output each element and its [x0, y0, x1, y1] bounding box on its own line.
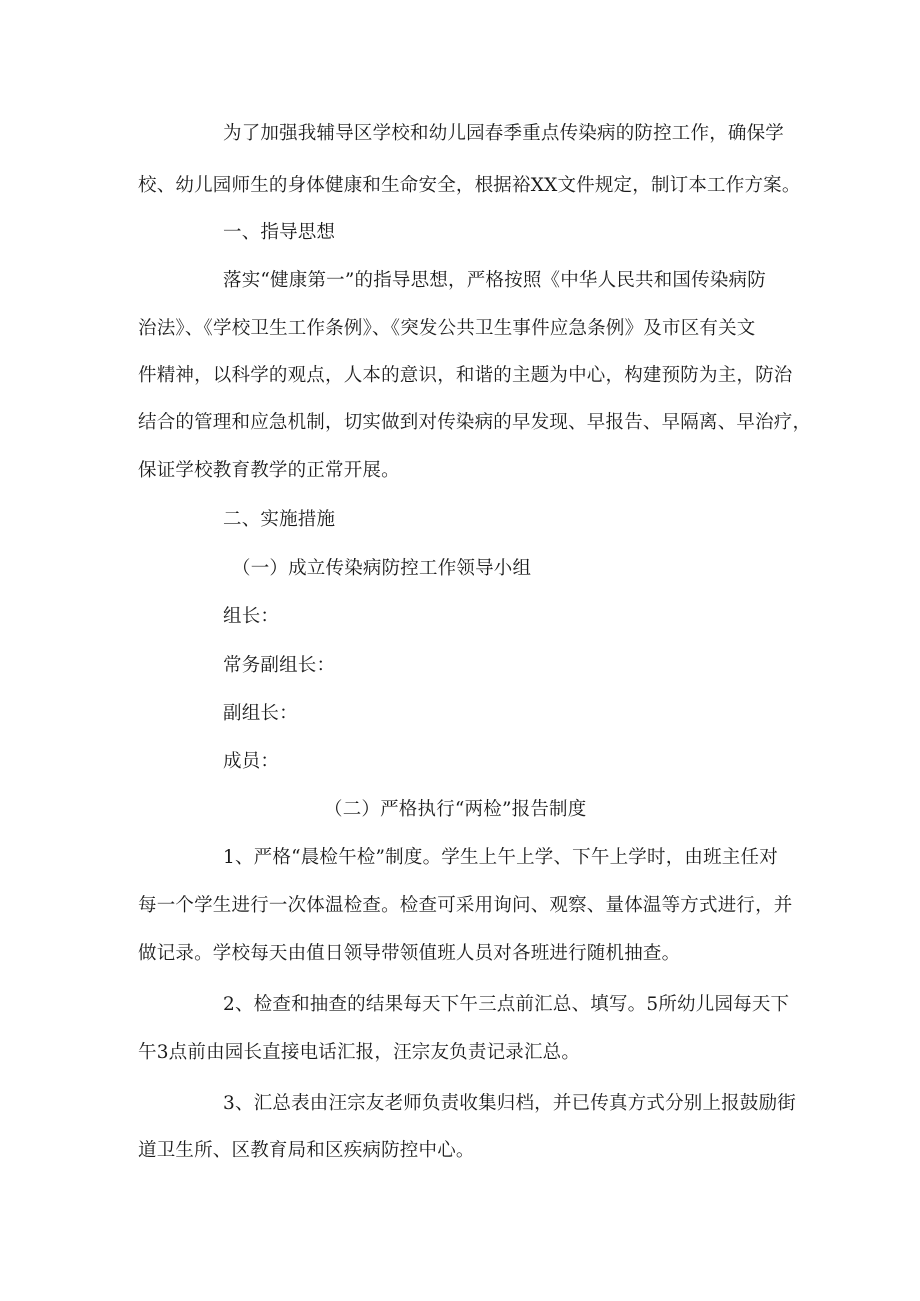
item1-line-1: 1、严格“晨检午检”制度。学生上午上学、下午上学时，由班主任对 — [223, 847, 778, 868]
subsection2-heading: （二）严格执行“两检”报告制度 — [324, 799, 587, 820]
section2-heading: 二、实施措施 — [223, 509, 336, 530]
section1-line-2: 治法》、《学校卫生工作条例》、《突发公共卫生事件应急条例》及市区有关文 — [138, 318, 756, 339]
intro-line-1: 为了加强我辅导区学校和幼儿园春季重点传染病的防控工作，确保学 — [223, 123, 785, 144]
section1-line-5: 保证学校教育教学的正常开展。 — [138, 460, 400, 481]
item3-line-2: 道卫生所、区教育局和区疾病防控中心。 — [138, 1140, 475, 1161]
subsection1-heading: （一）成立传染病防控工作领导小组 — [232, 558, 532, 579]
intro-line-2: 校、幼儿园师生的身体健康和生命安全，根据裕XX文件规定，制订本工作方案。 — [138, 175, 801, 196]
item2-line-2: 午3点前由园长直接电话汇报，汪宗友负责记录汇总。 — [138, 1042, 581, 1063]
item3-line-1: 3、汇总表由汪宗友老师负责收集归档，并已传真方式分别上报鼓励街 — [223, 1093, 796, 1114]
section1-line-1: 落实“健康第一”的指导思想，严格按照《中华人民共和国传染病防 — [223, 270, 766, 291]
member-members: 成员： — [223, 751, 280, 772]
member-deputy: 副组长： — [223, 703, 298, 724]
item2-line-1: 2、检查和抽查的结果每天下午三点前汇总、填写。5所幼儿园每天下 — [223, 994, 790, 1015]
member-leader: 组长： — [223, 606, 280, 627]
item1-line-2: 每一个学生进行一次体温检查。检查可采用询问、观察、量体温等方式进行，并 — [138, 895, 793, 916]
section1-line-3: 件精神，以科学的观点，人本的意识，和谐的主题为中心，构建预防为主，防治 — [138, 365, 793, 386]
section1-line-4: 结合的管理和应急机制，切实做到对传染病的早发现、早报告、早隔离、早治疗， — [138, 412, 812, 433]
section1-heading: 一、指导思想 — [223, 222, 336, 243]
item1-line-3: 做记录。学校每天由值日领导带领值班人员对各班进行随机抽查。 — [138, 943, 681, 964]
member-executive-deputy: 常务副组长： — [223, 655, 336, 676]
